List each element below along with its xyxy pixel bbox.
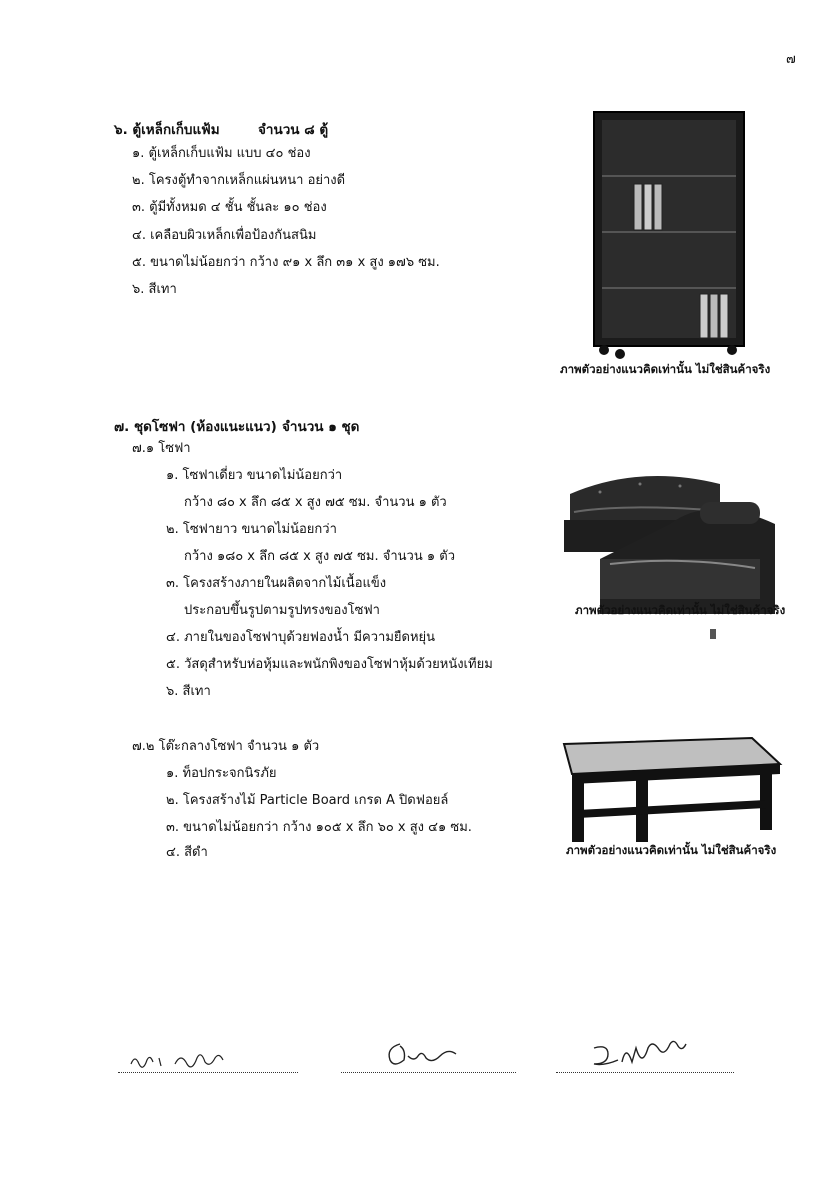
section7-1-caption: ภาพตัวอย่างแนวคิดเท่านั้น ไม่ใช่สินค้าจริง: [575, 603, 786, 617]
signature-2: [380, 1036, 480, 1070]
page-number: ๗: [786, 52, 796, 67]
section6-quantity: จำนวน ๘ ตู้: [258, 122, 329, 138]
table-item-2: ๒. โครงสร้างไม้ Particle Board เกรด A ปิดฟอยล์: [166, 793, 449, 808]
signature-line-3: [556, 1072, 734, 1073]
section6-item-6: ๖. สีเทา: [132, 282, 177, 297]
section7-quantity: จำนวน ๑ ชุด: [282, 419, 360, 435]
sofa-item-1-size: กว้าง ๘๐ x ลึก ๘๕ x สูง ๗๕ ซม. จำนวน ๑ ตัว: [184, 495, 447, 510]
sofa-item-3-cont: ประกอบขึ้นรูปตามรูปทรงของโซฟา: [184, 603, 380, 618]
section6-item-5: ๕. ขนาดไม่น้อยกว่า กว้าง ๙๑ x ลึก ๓๑ x สูง ๑๗๖ ซม.: [132, 255, 440, 270]
sofa-item-6: ๖. สีเทา: [166, 684, 211, 699]
signature-3: [588, 1036, 708, 1070]
signature-line-1: [118, 1072, 298, 1073]
section6-heading: ๖. ตู้เหล็กเก็บแฟ้ม: [114, 122, 220, 138]
section7-heading: ๗. ชุดโซฟา (ห้องแนะแนว): [114, 419, 277, 435]
section7-2-caption: ภาพตัวอย่างแนวคิดเท่านั้น ไม่ใช่สินค้าจริง: [566, 843, 777, 857]
sofa-item-1: ๑. โซฟาเดี่ยว ขนาดไม่น้อยกว่า: [166, 468, 343, 483]
signature-1: [125, 1044, 285, 1074]
section6-item-2: ๒. โครงตู้ทำจากเหล็กแผ่นหนา อย่างดี: [132, 173, 346, 188]
section6-item-1: ๑. ตู้เหล็กเก็บแฟ้ม แบบ ๔๐ ช่อง: [132, 146, 311, 161]
table-item-1: ๑. ท็อปกระจกนิรภัย: [166, 766, 277, 781]
file-cabinet-image: [592, 110, 752, 360]
table-item-4: ๔. สีดำ: [166, 845, 208, 860]
sofa-item-5: ๕. วัสดุสำหรับห่อหุ้มและพนักพิงของโซฟาหุ้มด้วยหนังเทียม: [166, 657, 493, 672]
section6-caption: ภาพตัวอย่างแนวคิดเท่านั้น ไม่ใช่สินค้าจริง: [560, 362, 771, 376]
sofa-item-4: ๔. ภายในของโซฟาบุด้วยฟองน้ำ มีความยืดหยุ่น: [166, 630, 436, 645]
section7-2-title: ๗.๒ โต๊ะกลางโซฟา จำนวน ๑ ตัว: [132, 739, 320, 754]
sofa-item-2: ๒. โซฟายาว ขนาดไม่น้อยกว่า: [166, 522, 337, 537]
section6-item-4: ๔. เคลือบผิวเหล็กเพื่อป้องกันสนิม: [132, 228, 317, 243]
coffee-table-image: [552, 734, 782, 846]
signature-line-2: [341, 1072, 516, 1073]
section7-1-title: ๗.๑ โซฟา: [132, 441, 191, 456]
section6-item-3: ๓. ตู้มีทั้งหมด ๔ ชั้น ชั้นละ ๑๐ ช่อง: [132, 200, 327, 215]
sofa-item-3: ๓. โครงสร้างภายในผลิตจากไม้เนื้อแข็ง: [166, 576, 387, 591]
table-item-3: ๓. ขนาดไม่น้อยกว่า กว้าง ๑๐๕ x ลึก ๖๐ x สูง ๔๑ ซม.: [166, 820, 472, 835]
sofa-item-2-size: กว้าง ๑๘๐ x ลึก ๘๕ x สูง ๗๕ ซม. จำนวน ๑ ตัว: [184, 549, 455, 564]
